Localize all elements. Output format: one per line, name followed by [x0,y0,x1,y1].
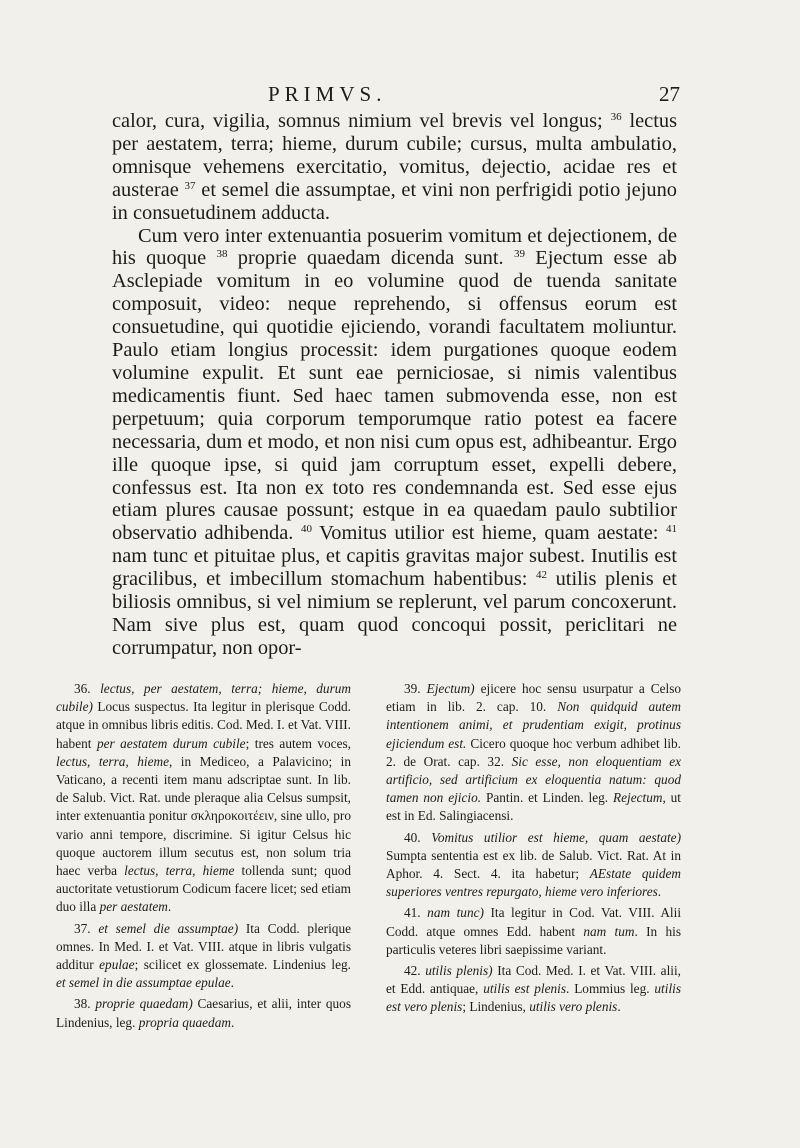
main-text [112,110,677,660]
text-run: lectus per aestatem, terra; hieme, durum cubile; cursus, multa ambulatio, omnisque vehemens exercitatio, vomitus, dejectio, acidae res et austerae [112,110,677,201]
footnotes [56,680,696,1080]
running-title: PRIMVS. [268,82,387,106]
note-text: , in Mediceo, a Palavicino; in Vaticano, a recenti item manu adscriptae sunt. In lib. de Salub. Vict. Rat. unde pleraque alia Celsus sumpsit, inter extenuantia ponitur σκληροκοιτέειν, sine ullo, pro vario anni tempore, discrimine. Si igitur Celsus hic quoque auctorem illum secutus est, non solum tria haec verba [56,753,351,879]
text-run: nam tunc et pituitae plus, et capitis gravitas major subest. Inutilis est gracilibus, et imbecillum stomachum habentibus: [112,545,677,591]
note-italic: utilis vero plenis [529,999,618,1015]
note-text: Pantin. et Linden. leg. [485,790,609,806]
paragraph-2 [112,225,677,660]
note-text: tollenda sunt; quod auctoritate vetustiorum Codicum facere licet; sed etiam duo illa [56,863,352,915]
note-italic: utilis est vero plenis [386,981,682,1015]
text-run: utilis plenis et biliosis omnibus, si vel nimium se replerunt, vel parum concoxerunt. Nam sive plus est, quam quod concoqui possit, periclitari ne corrumpatur, non opor- [112,568,677,659]
note-number: 39. [404,681,421,696]
note-ref-38: 38 [216,248,228,261]
page-header [0,82,800,110]
note-lemma: Vomitus utilior est hieme, quam aestate) [431,829,681,845]
note-text: ejicere hoc sensu usurpatur a Celso etiam in lib. 2. cap. 10. [386,681,682,715]
note-ref-41: 41 [665,523,677,536]
note-number: 40. [404,829,421,845]
note-text: . [230,975,234,991]
note-ref-39: 39 [513,248,525,261]
note-italic: et semel in die assumptae epulae [56,975,231,991]
note-number: 36. [74,681,91,696]
note-italic: Sic esse, non eloquentiam ex artificio, sed artificium ex eloquentia natum: quod tamen non ejicio. [386,753,681,806]
note-text: . Lommius leg. [566,981,650,997]
note-text: . [230,1014,235,1030]
note-italic: per aestatem [99,899,168,915]
note-text: Locus suspectus. Ita legitur in plerisque Codd. atque in omnibus libris editis. Cod. Med. I. et Vat. VIII. habent [56,699,352,751]
text-run: et semel die assumptae, et vini non perfrigidi potio jejuno in consuetudinem adducta. [112,178,677,224]
note-text: Cicero quoque hoc verbum adhibet lib. 2. de Orat. cap. 32. [386,735,681,769]
note-italic: Non quidquid autem intentionem animi, et prudentiam exigit, protinus ejiciendum est. [386,699,682,751]
footnote-37 [56,920,351,993]
note-text: ; Lindenius, [462,999,526,1015]
note-lemma: proprie quaedam) [95,996,193,1012]
paragraph-1 [112,110,677,225]
text-run: Vomitus utilior est hieme, quam aestate: [319,522,659,545]
footnote-39 [386,680,681,826]
footnote-42 [386,962,681,1017]
note-ref-36: 36 [610,111,622,123]
footnote-41 [386,904,681,959]
note-text: . [657,884,662,900]
note-italic: epulae [99,957,135,973]
note-text: ; tres autem voces, [245,735,351,751]
note-text: Ita Cod. Med. I. et Vat. VIII. alii, et Edd. antiquae, [386,963,681,997]
footnote-36 [56,680,351,917]
note-text: Caesarius, et alii, inter quos Lindenius, leg. [56,996,352,1030]
note-italic: AEstate quidem superiores ventres repurgato, hieme vero inferiores [386,866,681,900]
note-italic: propria quaedam [138,1014,231,1030]
note-number: 38. [74,996,91,1012]
note-text: . [617,999,621,1015]
note-text: ; scilicet ex glossemate. Lindenius leg. [134,957,351,973]
text-run: Ejectum esse ab Asclepiade vomitum in eo volumine quod de tuenda sanitate composuit, video: neque reprehendo, si offensus eorum est consuetudine, qui quotidie ejiciendo, vorandi facultatem moliuntur. Paulo etiam longius processit: idem purgationes quoque eodem volumine expulit. Et sunt eae perniciosae, si nimis valentibus medicamentis fiunt. Sed haec tamen submovenda esse, non est perpetuum; quia corporum temporumque ratio potest ea facere necessaria, dum et modo, et non nisi cum opus est, adhibeantur. Ergo ille quoque ipse, si quid jam corruptum esset, expelli debere, confessus est. Ita non ex toto res condemnanda est. Sed esse ejus etiam plures causae possunt; estque in ea quaedam paulo subtilior observatio adhibenda. [112,247,678,545]
note-lemma: Ejectum) [426,681,475,696]
note-text: , ut est in Ed. Salingiacensi. [386,790,682,824]
note-lemma: lectus, per aestatem, terra; hieme, durum cubile) [56,681,351,715]
note-text: Sumpta sententia est ex lib. de Salub. Vict. Rat. At in Aphor. 4. Sect. 4. ita habetur; [386,847,681,882]
text-run: Cum vero inter extenuantia posuerim vomitum et dejectionem, de his quoque [112,224,677,270]
note-ref-37: 37 [184,179,196,192]
note-number: 42. [404,963,421,979]
note-italic: nam tum [583,923,635,939]
note-text: Ita legitur in Cod. Vat. VIII. Alii Codd. atque omnes Edd. habent [386,905,682,939]
footnote-40 [386,829,681,902]
note-italic: lectus, terra, hieme [56,753,169,769]
note-text: Ita Codd. plerique omnes. In Med. I. et Vat. VIII. atque in libris vulgatis additur [56,920,351,973]
note-ref-42: 42 [536,569,548,582]
note-text: . In his particulis veteres libri saepissime variant. [386,923,681,957]
note-italic: utilis est plenis [483,981,567,997]
note-italic: lectus, terra, hieme [124,863,235,879]
footnotes-column-left [56,680,351,1035]
note-lemma: et semel die assumptae) [98,920,239,936]
footnote-38 [56,995,351,1031]
text-run: proprie quaedam dicenda sunt. [237,247,504,270]
note-ref-40: 40 [300,523,312,536]
note-number: 37. [74,920,91,936]
note-number: 41. [404,905,421,921]
note-italic: Rejectum [612,790,663,806]
note-text: . [167,899,172,915]
note-italic: per aestatem durum cubile [96,735,246,751]
footnotes-column-right [386,680,681,1020]
note-lemma: nam tunc) [427,905,484,921]
note-lemma: utilis plenis) [425,963,493,979]
page-number: 27 [659,82,680,106]
text-run: calor, cura, vigilia, somnus nimium vel brevis vel longus; [112,110,603,132]
